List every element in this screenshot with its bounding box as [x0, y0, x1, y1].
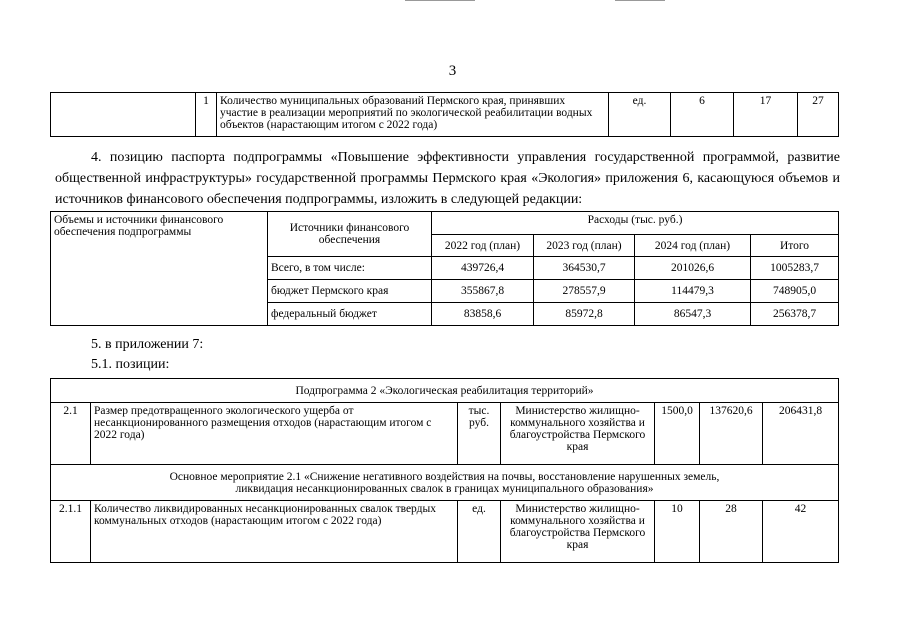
year-header: 2024 год (план): [635, 235, 751, 257]
value-cell: 748905,0: [751, 280, 839, 303]
table-row: [51, 379, 839, 403]
item-5-1: 5.1. позиции:: [91, 357, 170, 372]
value-cell: 201026,6: [635, 257, 751, 280]
expenses-header: Расходы (тыс. руб.): [432, 212, 839, 235]
finance-table: [50, 211, 839, 326]
measure-header: Основное мероприятие 2.1 «Снижение негативного воздействия на почвы, восстановление нарушенных земель, ликвидация несанкционированных свалок в границах муниципального образования»: [51, 465, 839, 501]
value-cell: 86547,3: [635, 303, 751, 326]
unit-cell: ед.: [609, 93, 671, 137]
unit-cell: ед.: [458, 501, 501, 563]
row-number: 2.1: [51, 403, 91, 465]
value-cell: 6: [671, 93, 734, 137]
table-row: [51, 501, 839, 563]
year-header: 2022 год (план): [432, 235, 534, 257]
indicator-text: Количество муниципальных образований Пермского края, принявших участие в реализации мероприятий по экологической реабилитации водных объектов (нарастающим итогом с 2022 года): [217, 93, 609, 137]
year-header: Итого: [751, 235, 839, 257]
value-cell: 206431,8: [763, 403, 839, 465]
value-cell: 1005283,7: [751, 257, 839, 280]
table-row: [51, 93, 839, 137]
value-cell: 137620,6: [700, 403, 763, 465]
table-row: [51, 212, 839, 235]
page-number: 3: [448, 63, 457, 79]
value-cell: 28: [700, 501, 763, 563]
subprogram-header: Подпрограмма 2 «Экологическая реабилитация территорий»: [51, 379, 839, 403]
table-row: [51, 465, 839, 501]
value-cell: 1500,0: [655, 403, 700, 465]
responsible-org: Министерство жилищно-коммунального хозяйства и благоустройства Пермского края: [501, 501, 655, 563]
paragraph-4: [55, 147, 840, 210]
finance-label: Объемы и источники финансового обеспечения подпрограммы: [51, 212, 268, 326]
row-number: 2.1.1: [51, 501, 91, 563]
item-5: 5. в приложении 7:: [91, 337, 204, 352]
value-cell: 114479,3: [635, 280, 751, 303]
value-cell: 83858,6: [432, 303, 534, 326]
source-label: федеральный бюджет: [268, 303, 432, 326]
value-cell: 10: [655, 501, 700, 563]
scan-artifact-line: [405, 0, 475, 1]
table-row: [51, 403, 839, 465]
value-cell: 439726,4: [432, 257, 534, 280]
value-cell: 256378,7: [751, 303, 839, 326]
indicator-table-top: [50, 92, 839, 137]
value-cell: 355867,8: [432, 280, 534, 303]
indicator-text: Размер предотвращенного экологического ущерба от несанкционированного размещения отходов (нарастающим итогом с 2022 года): [91, 403, 458, 465]
value-cell: 364530,7: [534, 257, 635, 280]
row-number: 1: [196, 93, 217, 137]
source-label: Всего, в том числе:: [268, 257, 432, 280]
responsible-org: Министерство жилищно-коммунального хозяйства и благоустройства Пермского края: [501, 403, 655, 465]
indicator-table-bottom: [50, 378, 839, 563]
sources-header: Источники финансового обеспечения: [268, 212, 432, 257]
paragraph-text: 4. позицию паспорта подпрограммы «Повышение эффективности управления государственной программой, развитие общественной инфраструктуры» государственной программы Пермского края «Экология» приложения 6, касающуюся объемов и источников финансового обеспечения подпрограммы, изложить в следующей редакции:: [55, 150, 840, 207]
year-header: 2023 год (план): [534, 235, 635, 257]
indicator-text: Количество ликвидированных несанкционированных свалок твердых коммунальных отходов (нарастающим итогом с 2022 года): [91, 501, 458, 563]
value-cell: 42: [763, 501, 839, 563]
value-cell: 17: [734, 93, 798, 137]
value-cell: 278557,9: [534, 280, 635, 303]
value-cell: 27: [798, 93, 839, 137]
scan-artifact-line: [615, 0, 665, 1]
unit-cell: тыс. руб.: [458, 403, 501, 465]
empty-cell: [51, 93, 196, 137]
source-label: бюджет Пермского края: [268, 280, 432, 303]
value-cell: 85972,8: [534, 303, 635, 326]
